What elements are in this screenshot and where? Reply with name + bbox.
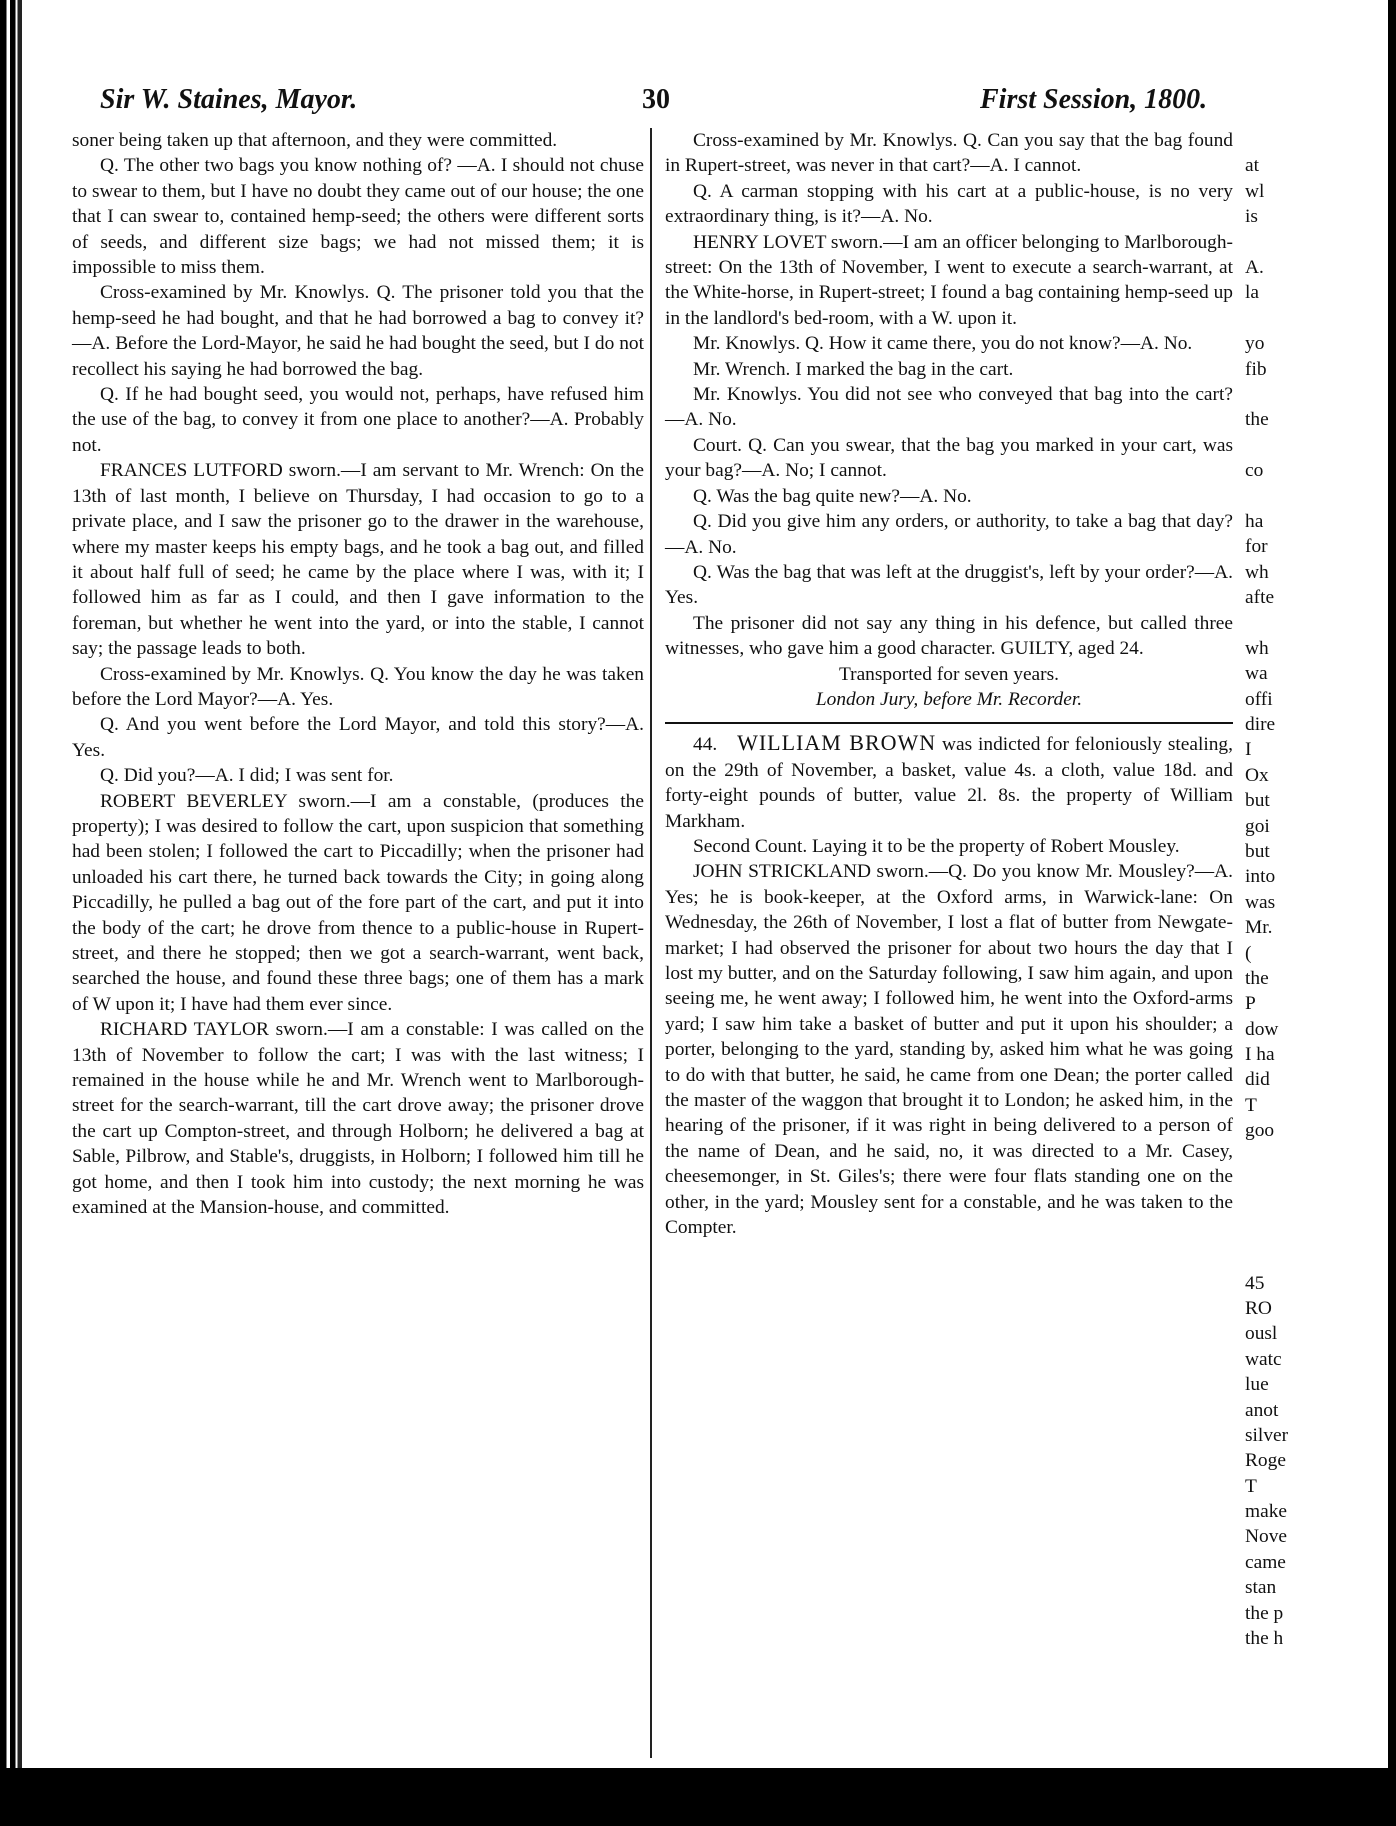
fragment-line: wh (1245, 637, 1269, 659)
fragment-line: Ox (1245, 764, 1269, 786)
fragment-line: make (1245, 1501, 1287, 1523)
fragment-line (1245, 610, 1395, 635)
fragment-line: afte (1245, 587, 1275, 609)
fragment-line: yo (1245, 333, 1265, 355)
scan-edge-left (0, 0, 22, 1826)
document-page (60, 70, 1390, 1770)
fragment-line: goi (1245, 815, 1270, 837)
fragment-line (1245, 483, 1395, 508)
fragment-line (1245, 128, 1395, 153)
fragment-line: the p (1245, 1602, 1284, 1624)
fragment-line: ( (1245, 942, 1252, 964)
sentence-line: Transported for seven years. (838, 663, 1060, 685)
fragment-line: watc (1245, 1348, 1282, 1370)
left-column (72, 128, 644, 1220)
fragment-line: T (1245, 1094, 1257, 1116)
paragraph: FRANCES LUTFORD sworn.—I am servant to Mr. Wrench: On the 13th of last month, I believe on Thursday, I had occasion to go to a private place, and I saw the prisoner go to the drawer in the warehouse, where my master keeps his empty bags, and he took a bag out, and filled it about half full of seed; he came by the place where I was, with it; I followed him as far as I could, and then I gave information to the foreman, but whether he went into the yard, or into the stable, I cannot say; the passage leads to both. (72, 460, 644, 660)
paragraph: Q. The other two bags you know nothing of? —A. I should not chuse to swear to them, but I have no doubt they came out of our house; the one that I can swear to, contained hemp-seed; the others were different sorts of seeds, and different size bags; we had not missed them; it is impossible to miss them. (72, 155, 644, 279)
paragraph: Q. Was the bag that was left at the druggist's, left by your order?—A. Yes. (665, 561, 1233, 609)
fragment-line: Mr. (1245, 917, 1273, 939)
fragment-line (1245, 1144, 1395, 1169)
case-separator-rule (665, 722, 1233, 724)
fragment-line: for (1245, 536, 1268, 558)
jury-line: London Jury, before Mr. Recorder. (815, 688, 1083, 710)
fragment-line: 45 (1245, 1272, 1265, 1294)
fragment-line: co (1245, 460, 1264, 482)
fragment-line: ha (1245, 510, 1264, 532)
fragment-line: was (1245, 891, 1276, 913)
fragment-line: at (1245, 155, 1259, 177)
case-heading (665, 730, 1233, 834)
paragraph: Cross-examined by Mr. Knowlys. Q. The prisoner told you that the hemp-seed he had bought, and that he had borrowed a bag to convey it?—A. Before the Lord-Mayor, he said he had bought the seed, but I do not recollect his saying he had borrowed the bag. (72, 282, 644, 380)
paragraph: Q. Did you?—A. I did; I was sent for. (100, 765, 394, 787)
paragraph: Mr. Wrench. I marked the bag in the cart. (693, 358, 1014, 380)
fragment-line (1245, 1245, 1395, 1270)
fragment-line: the h (1245, 1628, 1284, 1650)
paragraph: Cross-examined by Mr. Knowlys. Q. Can you say that the bag found in Rupert-street, was never in that cart?—A. I cannot. (665, 130, 1233, 177)
page-number: 30 (642, 84, 670, 115)
fragment-line (1245, 433, 1395, 458)
fragment-line (1245, 1220, 1395, 1245)
fragment-line: the (1245, 967, 1269, 989)
paragraph: Q. If he had bought seed, you would not, perhaps, have refused him the use of the bag, to convey it from one place to another?—A. Probably not. (72, 384, 644, 456)
paragraph: Court. Q. Can you swear, that the bag you marked in your cart, was your bag?—A. No; I cannot. (665, 434, 1233, 482)
paragraph: RICHARD TAYLOR sworn.—I am a constable: I was called on the 13th of November to follow the cart; I was with the last witness; I remained in the house while he and Mr. Wrench went to Marlborough-street for the search-warrant, till the cart drove away; the prisoner drove the cart up Compton-street, and through Holborn; he delivered a bag at Sable, Pilbrow, and Stable's, druggists, in Holborn; I followed him till he got home, and then I took him into custody; the next morning he was examined at the Mansion-house, and committed. (72, 1019, 644, 1219)
paragraph: Cross-examined by Mr. Knowlys. Q. You know the day he was taken before the Lord Mayor?—A. Yes. (72, 663, 644, 710)
paragraph: The prisoner did not say any thing in his defence, but called three witnesses, who gave him a good character. GUILTY, aged 24. (665, 612, 1233, 660)
fragment-line: did (1245, 1069, 1270, 1091)
fragment-line: stan (1245, 1577, 1277, 1599)
fragment-line: but (1245, 840, 1270, 862)
paragraph: Mr. Knowlys. Q. How it came there, you do not know?—A. No. (693, 333, 1193, 355)
fragment-line: offi (1245, 688, 1273, 710)
header-session: First Session, 1800. (980, 84, 1208, 115)
fragment-line (1245, 306, 1395, 331)
paragraph: Q. Did you give him any orders, or authority, to take a bag that day?—A. No. (665, 511, 1233, 558)
case-number: 44. (693, 734, 718, 756)
paragraph: Q. A carman stopping with his cart at a public-house, is no very extraordinary thing, is it?—A. No. (665, 180, 1233, 228)
fragment-line: the (1245, 409, 1269, 431)
fragment-line: T (1245, 1475, 1257, 1497)
middle-column (665, 128, 1233, 1240)
fragment-line: RO (1245, 1297, 1272, 1319)
fragment-line: dow (1245, 1018, 1279, 1040)
fragment-line: wa (1245, 663, 1268, 685)
fragment-line: lue (1245, 1374, 1269, 1396)
fragment-line: silver (1245, 1424, 1289, 1446)
fragment-line: la (1245, 282, 1259, 304)
paragraph: JOHN STRICKLAND sworn.—Q. Do you know Mr. Mousley?—A. Yes; he is book-keeper, at the Oxford arms, in Warwick-lane: On Wednesday, the 26th of November, I lost a flat of butter from Newgate-market; I had observed the prisoner for about two hours the day that I lost my butter, and on the Saturday following, I saw him again, and upon seeing me, he went away; I followed him, he went into the Oxford-arms yard; I saw him take a basket of butter and put it upon his shoulder; a porter, belonging to the yard, standing by, asked him what he was going to do with that butter, he said, he came from one Dean; the porter called the master of the waggon that brought it to London; he asked him, in the hearing of the prisoner, if it was right in being delivered to a person of the name of Dean, and he said, no, it was directed to a Mr. Casey, cheesemonger, in St. Giles's; there were four flats standing one on the other, in the yard; Mousley sent for a constable, and he was taken to the Compter. (665, 861, 1233, 1239)
column-divider (650, 128, 652, 1758)
paragraph: Mr. Knowlys. You did not see who conveyed that bag into the cart?—A. No. (665, 384, 1233, 431)
case-defendant: WILLIAM BROWN (737, 730, 937, 756)
fragment-line: dire (1245, 713, 1276, 735)
fragment-line: Roge (1245, 1450, 1286, 1472)
fragment-line: I ha (1245, 1044, 1275, 1066)
paragraph: ROBERT BEVERLEY sworn.—I am a constable, (produces the property); I was desired to follow the cart, upon suspicion that something had been stolen; I followed the cart to Piccadilly; when the prisoner had unloaded his cart there, he turned back towards the City; in going along Piccadilly, he pulled a bag out of the fore part of the cart, and put it into the body of the cart; he drove from thence to a public-house in Rupert-street, and there he stopped; then we got a search-warrant, went back, searched the house, and found these three bags; one of them has a mark of W upon it; I have had them ever since. (72, 790, 644, 1015)
fragment-line: into (1245, 866, 1276, 888)
fragment-line: anot (1245, 1399, 1279, 1421)
paragraph: Q. Was the bag quite new?—A. No. (693, 485, 972, 507)
fragment-line: wh (1245, 561, 1269, 583)
fragment-line (1245, 382, 1395, 407)
fragment-line: but (1245, 790, 1270, 812)
fragment-line (1245, 1169, 1395, 1194)
running-header (100, 84, 1310, 124)
right-column-fragment (1245, 128, 1395, 1651)
fragment-line: A. (1245, 256, 1264, 278)
fragment-line: goo (1245, 1120, 1275, 1142)
fragment-line: Nove (1245, 1526, 1288, 1548)
case-intro: was indicted for feloniously stealing, on the 29th of November, a basket, value 4s. a cloth, value 18d. and forty-eight pounds of butter, value 2l. 8s. the property of William Markham. (665, 734, 1233, 832)
scan-edge-bottom (0, 1768, 1396, 1826)
fragment-line (1245, 230, 1395, 255)
paragraph: soner being taken up that afternoon, and they were committed. (72, 130, 558, 151)
fragment-line: P (1245, 993, 1256, 1015)
paragraph: Q. And you went before the Lord Mayor, and told this story?—A. Yes. (72, 714, 644, 761)
fragment-line (1245, 1194, 1395, 1219)
fragment-line: came (1245, 1551, 1286, 1573)
header-mayor: Sir W. Staines, Mayor. (100, 84, 358, 115)
fragment-line: is (1245, 206, 1258, 228)
paragraph: Second Count. Laying it to be the property of Robert Mousley. (693, 835, 1180, 857)
fragment-line: fib (1245, 358, 1267, 380)
fragment-line: I (1245, 739, 1252, 761)
fragment-line: wl (1245, 180, 1265, 202)
fragment-line: ousl (1245, 1323, 1278, 1345)
paragraph: HENRY LOVET sworn.—I am an officer belonging to Marlborough-street: On the 13th of November, I went to execute a search-warrant, at the White-horse, in Rupert-street; I found a bag containing hemp-seed up in the landlord's bed-room, with a W. upon it. (665, 231, 1233, 329)
